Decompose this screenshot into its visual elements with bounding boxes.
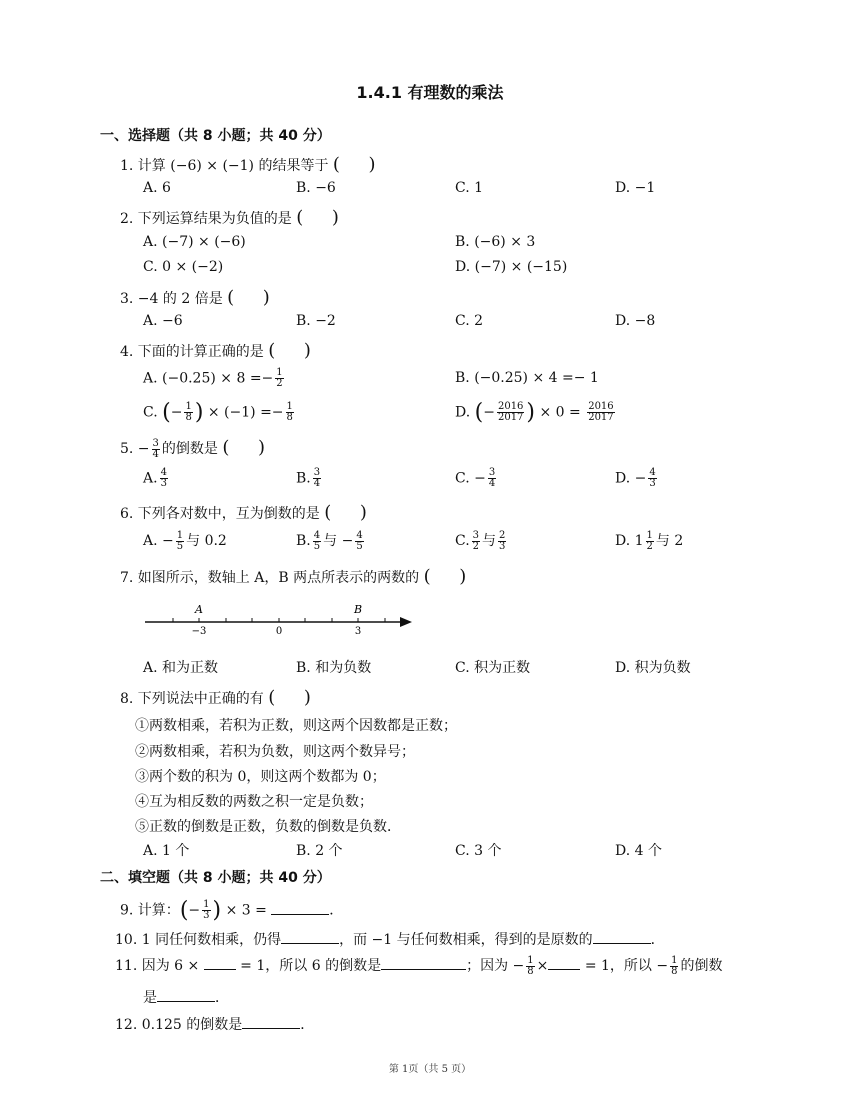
q5-option-a[interactable]: A. $\frac{4}{3}$ [143, 467, 167, 489]
question-7-stem: 7. 如图所示，数轴上 A，B 两点所表示的两数的 [120, 570, 420, 586]
q6-option-a[interactable]: A. − $\frac{1}{5}$ 与 0.2 [143, 529, 227, 552]
question-9: 9. 计算：(− $\frac{1}{3}$ ) × 3 = ． [120, 898, 344, 923]
question-2-stem: 2. 下列运算结果为负值的是 [120, 211, 292, 227]
q6-option-c[interactable]: C. $\frac{3}{2}$ 与 $\frac{2}{3}$ [455, 529, 506, 552]
q8-statement-2: ②两数相乘，若积为负数，则这两个数异号； [135, 744, 415, 760]
number-line-arrow-icon [400, 617, 412, 627]
answer-blank[interactable] [281, 929, 339, 944]
fraction: $\frac{3}{4}$ [152, 437, 159, 460]
answer-paren: ( ) [268, 687, 311, 708]
q3-option-c[interactable]: C. 2 [455, 313, 484, 329]
q4-option-d[interactable]: D. (− $\frac{2016}{2017}$ ) × 0 = $\frac{2016}{2017}$ [455, 400, 614, 425]
point-b-label: B [353, 603, 363, 616]
q1-option-d[interactable]: D. −1 [615, 180, 656, 196]
q3-option-d[interactable]: D. −8 [615, 313, 656, 329]
q2-option-d[interactable]: D. (−7) × (−15) [455, 259, 568, 275]
section-choice-title: 一、选择题（共 8 小题；共 40 分） [100, 128, 331, 144]
fraction: $\frac{2016}{2017}$ [497, 401, 524, 423]
question-7 [120, 566, 466, 587]
q5-option-d[interactable]: D. − $\frac{4}{3}$ [615, 467, 656, 489]
question-5: 5. − $\frac{3}{4}$ 的倒数是 ( ) [120, 437, 266, 460]
q2-option-c[interactable]: C. 0 × (−2) [143, 259, 224, 275]
question-6 [120, 502, 367, 523]
q5-option-b[interactable]: B. $\frac{3}{4}$ [296, 467, 321, 489]
question-11: 11. 因为 6 × = 1，所以 6 的倒数是 ；因为 − $\frac{1}{8}$ × = 1，所以 − $\frac{1}{8}$ 的倒数 [115, 954, 723, 977]
answer-paren: ( ) [423, 566, 467, 587]
answer-paren: ( ) [324, 502, 367, 523]
answer-blank[interactable] [548, 955, 580, 970]
tick-label-0: 0 [275, 626, 283, 637]
number-line-figure [140, 602, 430, 642]
question-3 [120, 287, 270, 308]
q6-option-d[interactable]: D. 1 $\frac{1}{2}$ 与 2 [615, 529, 684, 552]
q8-statement-1: ①两数相乘，若积为正数，则这两个因数都是正数； [135, 718, 457, 734]
q7-option-a[interactable]: A. 和为正数 [143, 660, 219, 676]
question-4 [120, 340, 311, 361]
answer-paren: ( ) [227, 287, 270, 308]
question-10: 10. 1 同任何数相乘，仍得 ，而 −1 与任何数相乘，得到的是原数的 ． [115, 929, 665, 949]
q7-option-d[interactable]: D. 积为负数 [615, 660, 691, 676]
page-footer: 第 1页（共 5 页） [388, 1064, 472, 1075]
question-8 [120, 687, 311, 708]
question-11-line-2: 是 ． [143, 987, 229, 1007]
tick-label-3: 3 [354, 626, 362, 637]
answer-paren: ( ) [268, 340, 311, 361]
fraction: $\frac{2016}{2017}$ [588, 401, 614, 423]
question-6-stem: 6. 下列各对数中，互为倒数的是 [120, 506, 320, 522]
answer-paren: ( ) [222, 437, 266, 458]
answer-blank[interactable] [242, 1014, 300, 1029]
question-1-stem: 1. 计算 (−6) × (−1) 的结果等于 [120, 158, 329, 174]
q4-option-b[interactable]: B. (−0.25) × 4 =− 1 [455, 370, 599, 386]
q8-option-d[interactable]: D. 4 个 [615, 843, 662, 859]
section-fill-title: 二、填空题（共 8 小题；共 40 分） [100, 870, 331, 886]
q1-option-a[interactable]: A. 6 [143, 180, 171, 196]
question-4-stem: 4. 下面的计算正确的是 [120, 344, 264, 360]
tick-label-neg3: −3 [191, 626, 207, 637]
answer-blank[interactable] [381, 955, 466, 970]
q1-option-c[interactable]: C. 1 [455, 180, 484, 196]
fraction: $\frac{1}{8}$ [286, 401, 293, 423]
q8-statement-3: ③两个数的积为 0，则这两个数都为 0； [135, 769, 386, 785]
q3-option-a[interactable]: A. −6 [143, 313, 183, 329]
answer-blank[interactable] [204, 955, 236, 970]
page-title: 1.4.1 有理数的乘法 [356, 83, 504, 102]
fraction: $\frac{1}{8}$ [185, 401, 192, 423]
q3-option-b[interactable]: B. −2 [296, 313, 336, 329]
q4-option-c[interactable]: C. (− $\frac{1}{8}$ ) × (−1) =− $\frac{1}{8}$ [143, 400, 293, 425]
question-1 [120, 154, 376, 175]
q7-option-b[interactable]: B. 和为负数 [296, 660, 372, 676]
q6-option-b[interactable]: B. $\frac{4}{5}$ 与 − $\frac{4}{5}$ [296, 529, 363, 552]
answer-blank[interactable] [271, 900, 329, 915]
q2-option-b[interactable]: B. (−6) × 3 [455, 234, 536, 250]
point-a-label: A [195, 603, 203, 616]
answer-paren: ( ) [296, 207, 339, 228]
q1-option-b[interactable]: B. −6 [296, 180, 336, 196]
q8-statement-4: ④互为相反数的两数之积一定是负数； [135, 794, 373, 810]
q5-option-c[interactable]: C. − $\frac{3}{4}$ [455, 467, 496, 489]
answer-blank[interactable] [157, 987, 215, 1002]
q8-option-a[interactable]: A. 1 个 [143, 843, 190, 859]
fraction: $\frac{1}{2}$ [276, 367, 283, 389]
answer-paren: ( ) [332, 154, 376, 175]
q4-option-a[interactable]: A. (−0.25) × 8 =− $\frac{1}{2}$ [143, 367, 283, 389]
q7-option-c[interactable]: C. 积为正数 [455, 660, 531, 676]
question-8-stem: 8. 下列说法中正确的有 [120, 691, 264, 707]
question-3-stem: 3. −4 的 2 倍是 [120, 291, 223, 307]
question-2 [120, 207, 339, 228]
question-12: 12. 0.125 的倒数是 ． [115, 1014, 314, 1034]
q8-option-c[interactable]: C. 3 个 [455, 843, 502, 859]
q8-option-b[interactable]: B. 2 个 [296, 843, 343, 859]
answer-blank[interactable] [593, 929, 651, 944]
q8-statement-5: ⑤正数的倒数是正数，负数的倒数是负数． [135, 819, 401, 835]
q2-option-a[interactable]: A. (−7) × (−6) [143, 234, 246, 250]
